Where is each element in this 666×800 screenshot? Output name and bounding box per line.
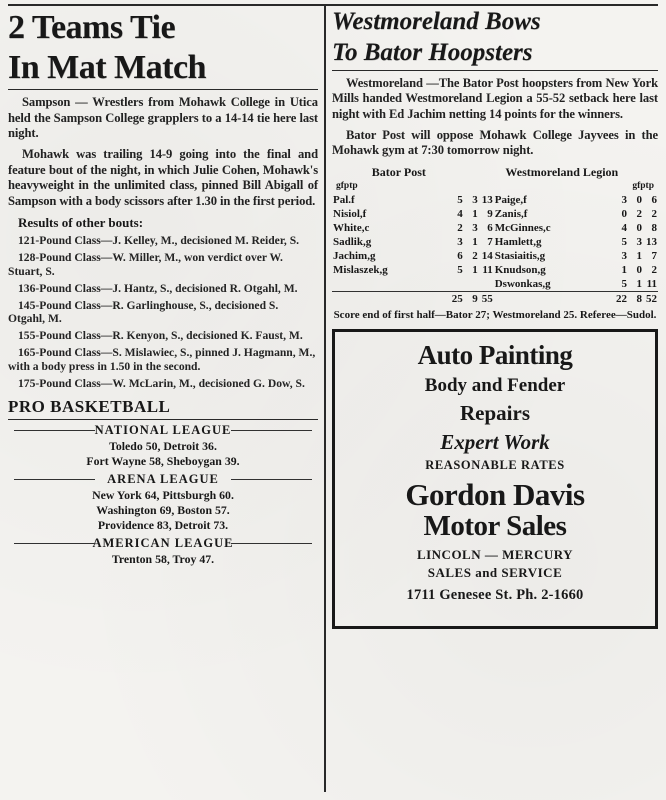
player-right: Knudson,g [494,264,546,277]
box-score-footnote: Score end of first half—Bator 27; Westmoreland 25. Referee—Sudol. [333,309,657,322]
player-left: Pal.f [333,193,355,206]
pro-basketball-heading: PRO BASKETBALL [8,396,171,416]
player-left: Mislaszek,g [333,264,388,277]
ad-line-repairs: Repairs [460,401,530,426]
player-left: Sadlik,g [333,235,372,248]
stat: 2 [457,221,463,234]
right-para2: Bator Post will oppose Mohawk College Jayvees in the Mohawk gym at 7:30 tomorrow night. [332,128,658,158]
ad-sales-service: SALES and SERVICE [427,565,563,581]
player-left: Nisiol,f [333,207,367,220]
score-line: Toledo 50, Detroit 36. [109,438,217,453]
player-left: White,c [333,221,370,234]
stat: 3 [621,249,627,262]
box-score-team-left: Bator Post [371,164,426,179]
stat: 4 [457,207,463,220]
col-fp-left: fp [340,180,350,191]
bout-item: 165-Pound Class—S. Mislawiec, S., pinned J. Hagmann, M., with a body press in 1.50 in the second. [8,346,316,374]
left-headline-line2: In Mat Match [8,48,206,86]
right-para1: Westmoreland —The Bator Post hoopsters from New York Mills handed Westmoreland Legion a 55-52 setback here last night with Ed Jachim netting 14 points for the winners. [332,76,658,121]
bout-item: 128-Pound Class—W. Miller, M., won verdict over W. Stuart, S. [8,250,283,278]
table-row [332,277,658,292]
stat: 3 [636,235,642,248]
player-right: Stasiaitis,g [494,249,546,262]
left-para2: Mohawk was trailing 14-9 going into the final and feature bout of the night, in which Julie Cohen, Mohawk's heavyweight in the unlimited class, pinned Bill Abigall of Sampson with a body scissors after 1.30 in the first period. [8,147,318,208]
total-stat: 8 [628,292,643,307]
ad-business-name: Gordon Davis [405,477,585,513]
stat: 5 [457,264,463,277]
player-right: Paige,f [494,193,527,206]
stat: 7 [487,235,493,248]
stat: 1 [472,207,478,220]
player-right: McGinnes,c [494,221,551,234]
box-score-team-right: Westmoreland Legion [505,164,619,179]
right-article-body [332,76,658,159]
stat: 0 [636,221,642,234]
table-row [332,249,658,263]
stat: 0 [621,207,627,220]
stat: 13 [481,193,493,206]
bout-item: 175-Pound Class—W. McLarin, M., decisioned G. Dow, S. [18,377,305,391]
stat: 3 [472,193,478,206]
stat: 5 [457,193,463,206]
box-score-team-headers [332,165,658,180]
results-heading: Results of other bouts: [18,214,144,230]
bout-item: 155-Pound Class—R. Kenyon, S., decisioned K. Faust, M. [18,329,303,343]
total-stat: 22 [613,292,628,307]
col-g-right: g [632,180,638,191]
stat: 3 [621,193,627,206]
player-left: Jachim,g [333,249,376,262]
stat: 4 [621,221,627,234]
right-headline-rule [332,70,658,71]
total-stat: 55 [479,292,494,307]
stat: 2 [472,249,478,262]
left-article-body [8,95,318,209]
league-heading-arena: ARENA LEAGUE [8,472,318,487]
stat [449,277,464,292]
score-line: New York 64, Pittsburgh 60. [92,487,234,502]
table-row [332,221,658,235]
stat: 1 [636,249,642,262]
table-row-totals [332,292,658,307]
col-g-left: g [336,180,341,191]
score-line: Providence 83, Detroit 73. [97,518,229,533]
left-lede: Sampson — Wrestlers from Mohawk College in Utica held the Sampson College grapplers to a 14-14 tie here last night. [8,95,318,141]
stat: 13 [646,235,657,248]
right-column [332,6,658,792]
stat: 3 [457,235,463,248]
left-column [8,6,326,792]
box-score [332,165,658,323]
stat: 2 [636,207,642,220]
league-heading-national: NATIONAL LEAGUE [8,423,318,438]
col-tp-right: tp [645,180,654,191]
box-score-table [332,193,658,307]
stat: 5 [621,278,627,291]
score-line: Fort Wayne 58, Sheboygan 39. [86,454,240,469]
stat: 0 [636,264,642,277]
player-right: Hamlett,g [494,235,542,248]
stat: 6 [651,193,657,206]
box-score-column-headers [332,181,658,193]
stat [464,277,479,292]
stat: 3 [472,221,478,234]
bout-item: 136-Pound Class—J. Hantz, S., decisioned R. Otgahl, M. [18,281,298,295]
stat: 11 [482,264,493,277]
left-headline-line1: 2 Teams Tie [8,9,176,46]
score-line: Trenton 58, Troy 47. [111,551,215,566]
stat: 6 [487,221,493,234]
stat: 11 [646,278,657,291]
ad-line-auto-painting: Auto Painting [417,340,573,371]
right-headline-line2: To Bator Hoopsters [332,39,533,66]
advertisement[interactable] [332,329,658,629]
table-row [332,235,658,249]
stat: 7 [651,249,657,262]
stat: 14 [481,249,493,262]
ad-line-expert-work: Expert Work [440,430,550,455]
col-tp-left: tp [349,180,358,191]
col-fp-right: fp [637,180,646,191]
stat: 1 [472,235,478,248]
total-stat: 25 [449,292,464,307]
stat: 1 [472,264,478,277]
ad-brands: LINCOLN — MERCURY [416,547,574,563]
ad-line-reasonable-rates: REASONABLE RATES [425,458,565,473]
stat: 9 [487,207,493,220]
score-line: Washington 69, Boston 57. [96,502,230,517]
table-row [332,193,658,207]
bout-item: 121-Pound Class—J. Kelley, M., decisioned M. Reider, S. [18,233,300,247]
league-heading-american: AMERICAN LEAGUE [8,536,318,551]
total-stat: 9 [464,292,479,307]
stat: 2 [651,264,657,277]
right-headline-line1: Westmoreland Bows [332,8,541,35]
ad-line-body-fender: Body and Fender [424,375,566,397]
stat: 1 [636,278,642,291]
player-left [332,277,449,292]
ad-business-type: Motor Sales [423,510,567,543]
stat: 5 [621,235,627,248]
table-row [332,207,658,221]
stat: 8 [651,221,657,234]
bout-results-list [8,234,318,391]
left-headline-rule [8,89,318,90]
pro-basketball-rule [8,419,318,420]
table-row [332,263,658,277]
stat: 0 [636,193,642,206]
bout-item: 145-Pound Class—R. Garlinghouse, S., decisioned S. Otgahl, M. [8,298,279,326]
stat [479,277,494,292]
ad-address-phone: 1711 Genesee St. Ph. 2-1660 [406,587,584,604]
total-stat: 52 [643,292,658,307]
player-right: Dswonkas,g [494,278,551,291]
stat: 1 [621,264,627,277]
stat: 6 [457,249,463,262]
stat: 2 [651,207,657,220]
player-right: Zanis,f [494,207,528,220]
